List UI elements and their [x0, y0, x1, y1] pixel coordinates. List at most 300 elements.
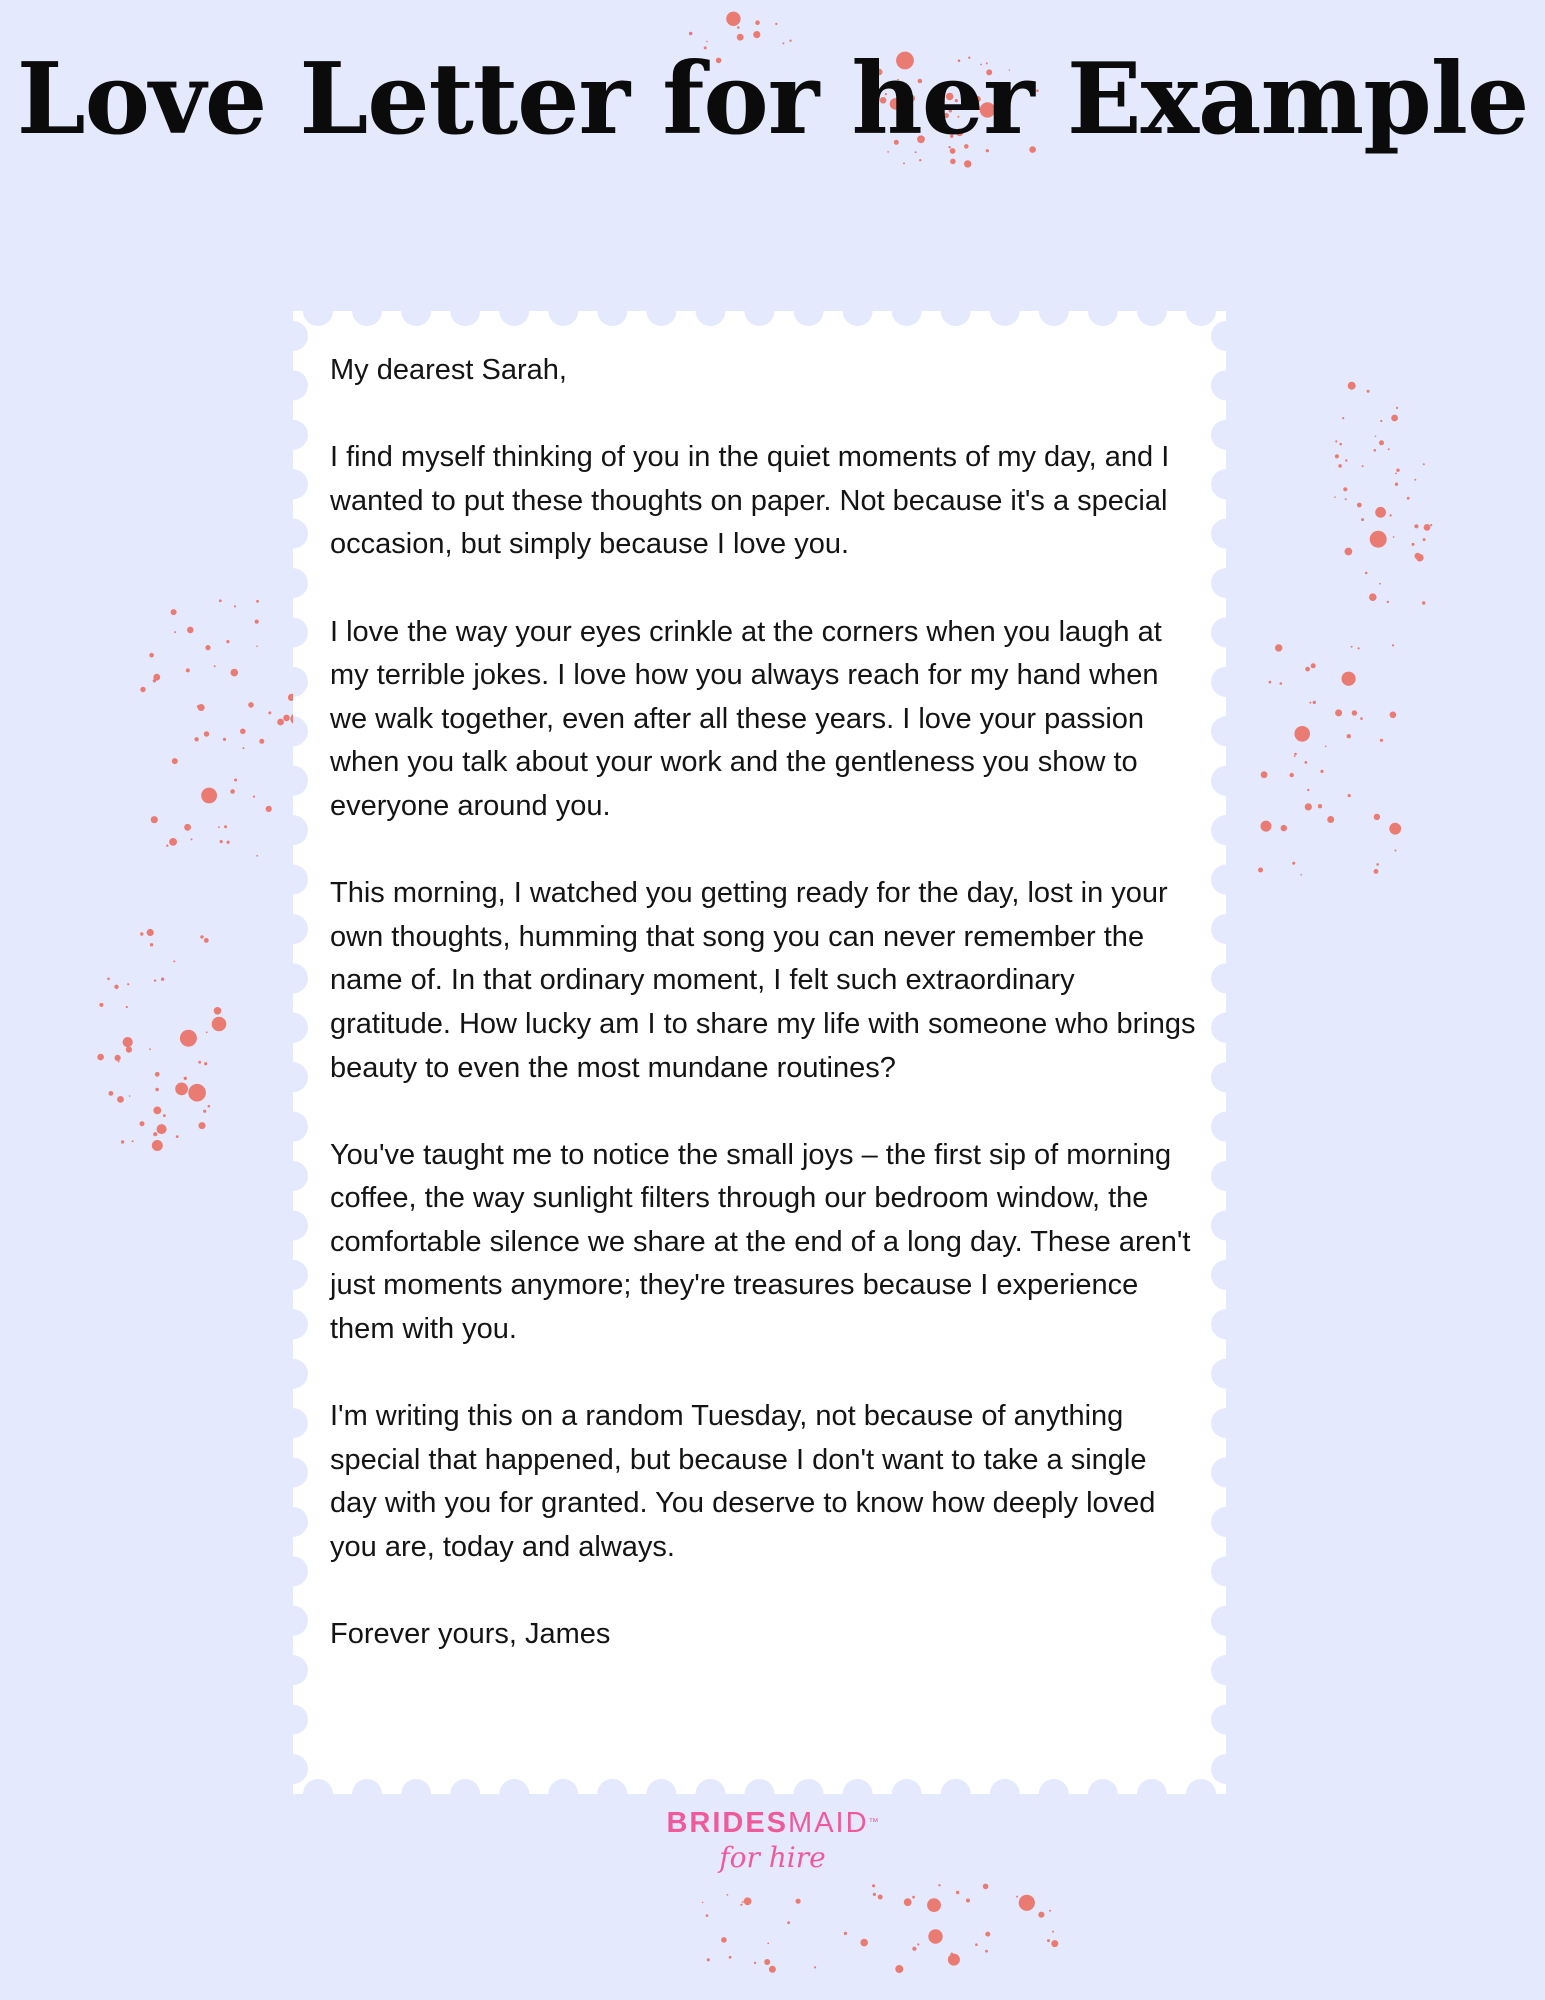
stamp-scallop — [293, 1359, 308, 1389]
stamp-scallop — [1211, 1013, 1226, 1043]
splatter-dot — [872, 1884, 875, 1887]
stamp-scallop — [1211, 963, 1226, 993]
splatter-dot — [1294, 753, 1297, 756]
letter-paragraph: I'm writing this on a random Tuesday, not because of anything special that happened, but because I don't want to take a single day with you for granted. You deserve to know how deeply loved you are, today and always. — [330, 1400, 1156, 1564]
splatter-dot — [256, 645, 258, 647]
splatter-dot — [912, 1896, 915, 1899]
splatter-dot — [118, 1061, 120, 1063]
stamp-scallop — [1088, 1779, 1118, 1794]
stamp-scallop — [293, 1062, 308, 1092]
splatter-dot — [199, 1122, 206, 1129]
splatter-dot — [198, 1061, 201, 1064]
splatter-dot — [204, 1062, 207, 1065]
brand-tagline: for hire — [719, 1841, 826, 1874]
stamp-scallop — [499, 311, 529, 326]
stamp-scallop — [1211, 1754, 1226, 1784]
splatter-dot — [1327, 816, 1334, 823]
splatter-dot — [1414, 524, 1418, 528]
splatter-dot — [1335, 440, 1337, 442]
splatter-dot — [1313, 701, 1316, 704]
stamp-scallop — [1211, 1556, 1226, 1586]
stamp-scallop — [1211, 420, 1226, 450]
stamp-scallop — [293, 568, 308, 598]
splatter-dot — [204, 731, 209, 736]
splatter-dot — [253, 796, 255, 798]
splatter-dot — [1390, 712, 1397, 719]
splatter-dot — [259, 739, 264, 744]
stamp-scallop — [1211, 766, 1226, 796]
splatter-dot — [1352, 710, 1357, 715]
stamp-scallop — [548, 1779, 578, 1794]
splatter-dot — [1307, 789, 1309, 791]
splatter-dot — [1348, 382, 1356, 390]
splatter-dot — [169, 838, 177, 846]
splatter-dot — [1320, 770, 1323, 773]
letter-paragraph: I find myself thinking of you in the quiet moments of my day, and I wanted to put these thoughts on paper. Not because it's a special occasion, but simply because I love you. — [330, 441, 1170, 561]
splatter-dot — [154, 979, 156, 981]
splatter-dot — [1361, 518, 1364, 521]
splatter-dot — [126, 1006, 128, 1008]
splatter-dot — [140, 932, 143, 935]
stamp-scallop — [1211, 1705, 1226, 1735]
splatter-dot — [814, 1966, 816, 1968]
splatter-dot — [1423, 463, 1425, 465]
stamp-scallop — [293, 766, 308, 796]
splatter-dot — [985, 1950, 988, 1953]
splatter-dot — [1395, 850, 1397, 852]
splatter-dot — [176, 1135, 179, 1138]
splatter-dot — [1391, 415, 1398, 422]
splatter-dot — [1280, 682, 1283, 685]
splatter-dot — [927, 1898, 941, 1912]
splatter-dot — [707, 1958, 710, 1961]
splatter-dot — [1424, 524, 1431, 531]
stamp-scallop — [597, 1779, 627, 1794]
splatter-dot — [1376, 863, 1379, 866]
stamp-scallop — [352, 1779, 382, 1794]
splatter-dot — [184, 824, 191, 831]
splatter-dot — [726, 12, 740, 26]
splatter-dot — [1358, 647, 1360, 649]
splatter-dot — [161, 978, 164, 981]
splatter-dot — [132, 1140, 134, 1142]
page-title: Love Letter for her Example — [16, 42, 1529, 157]
splatter-dot — [1412, 543, 1415, 546]
stamp-scallop — [1211, 568, 1226, 598]
stamp-scallop — [941, 311, 971, 326]
splatter-dot — [727, 1894, 729, 1896]
stamp-scallop — [293, 716, 308, 746]
splatter-dot — [1423, 538, 1426, 541]
splatter-dot — [1379, 440, 1384, 445]
splatter-dot — [1375, 507, 1386, 518]
splatter-dot — [234, 779, 237, 782]
splatter-dot — [796, 1899, 801, 1904]
splatter-dot — [152, 1140, 163, 1151]
splatter-dot — [173, 960, 175, 962]
splatter-dot — [1396, 407, 1398, 409]
splatter-dot — [188, 1084, 206, 1102]
splatter-dot — [1362, 465, 1364, 467]
stamp-scallop — [293, 1408, 308, 1438]
splatter-dot — [755, 20, 760, 25]
stamp-scallop — [293, 1458, 308, 1488]
splatter-dot — [1281, 825, 1287, 831]
splatter-dot — [1338, 464, 1342, 468]
splatter-dot — [956, 1891, 959, 1894]
splatter-dot — [140, 687, 145, 692]
splatter-dot — [787, 1921, 790, 1924]
splatter-dot — [149, 1048, 151, 1050]
stamp-scallop — [1211, 469, 1226, 499]
stamp-scallop — [646, 311, 676, 326]
splatter-dot — [1392, 644, 1394, 646]
stamp-scallop — [990, 1779, 1020, 1794]
splatter-dot — [201, 788, 217, 804]
splatter-dot — [1395, 483, 1398, 486]
splatter-dot — [219, 599, 222, 602]
splatter-dot — [153, 1132, 157, 1136]
splatter-dot — [1367, 390, 1370, 393]
stamp-scallop — [1211, 1507, 1226, 1537]
splatter-dot — [283, 715, 290, 722]
splatter-dot — [1038, 1912, 1044, 1918]
stamp-scallop — [401, 311, 431, 326]
splatter-dot — [1357, 503, 1362, 508]
stamp-scallop — [745, 1779, 775, 1794]
stamp-scallop — [794, 311, 824, 326]
stamp-scallop — [1186, 311, 1216, 326]
splatter-dot — [194, 737, 198, 741]
stamp-scallop — [597, 311, 627, 326]
stamp-scallop — [1211, 617, 1226, 647]
splatter-dot — [208, 1105, 211, 1108]
splatter-dot — [1300, 874, 1302, 876]
splatter-dot — [155, 1088, 159, 1092]
stamp-scallop — [1211, 1161, 1226, 1191]
splatter-dot — [220, 840, 223, 843]
splatter-dot — [1019, 1895, 1035, 1911]
letter-greeting: My dearest Sarah, — [330, 354, 567, 386]
stamp-scallop — [1211, 321, 1226, 351]
splatter-dot — [1430, 524, 1432, 526]
stamp-scallop — [1137, 1779, 1167, 1794]
splatter-dot — [844, 1932, 847, 1935]
stamp-scallop — [293, 1161, 308, 1191]
letter-signoff: Forever yours, James — [330, 1618, 611, 1651]
splatter-dot — [1294, 755, 1296, 757]
splatter-dot — [767, 1943, 769, 1945]
splatter-dot — [234, 605, 236, 607]
stamp-scallop — [548, 311, 578, 326]
splatter-dot — [917, 1943, 919, 1945]
splatter-dot — [204, 938, 209, 943]
splatter-dot — [1348, 794, 1351, 797]
stamp-scallop — [941, 1779, 971, 1794]
stamp-scallop — [1211, 1359, 1226, 1389]
stamp-scallop — [695, 311, 725, 326]
stamp-scallop — [1211, 1062, 1226, 1092]
splatter-dot — [129, 1095, 131, 1097]
splatter-dot — [1334, 496, 1336, 498]
stamp-scallop — [293, 519, 308, 549]
stamp-scallop — [293, 1507, 308, 1537]
splatter-dot — [248, 702, 254, 708]
stamp-scallop — [293, 865, 308, 895]
splatter-dot — [163, 1114, 166, 1117]
splatter-dot — [721, 1937, 727, 1943]
splatter-dot — [123, 1037, 133, 1047]
splatter-dot — [912, 1947, 916, 1951]
splatter-dot — [1388, 448, 1390, 450]
splatter-dot — [1311, 663, 1316, 668]
stamp-scallop — [293, 617, 308, 647]
splatter-dot — [1407, 497, 1410, 500]
splatter-dot — [1049, 1910, 1051, 1912]
stamp-scallop — [1211, 370, 1226, 400]
stamp-scallop — [293, 1606, 308, 1636]
splatter-dot — [1305, 761, 1308, 764]
stamp-scallop — [293, 1309, 308, 1339]
splatter-dot — [860, 1939, 868, 1947]
splatter-dot — [172, 758, 178, 764]
splatter-dot — [1387, 601, 1389, 603]
splatter-dot — [99, 1003, 103, 1007]
stamp-scallop — [293, 1655, 308, 1685]
splatter-dot — [764, 1959, 770, 1965]
splatter-dot — [153, 1107, 161, 1115]
stamp-scallop — [303, 1779, 333, 1794]
splatter-dot — [938, 1884, 940, 1886]
splatter-dot — [769, 1966, 776, 1973]
letter-paragraph: I love the way your eyes crinkle at the corners when you laugh at my terrible jokes. I love how you always reach for my hand when we walk together, even after all these years. I love your passion when you talk about your work and the gentleness you show to everyone around you. — [330, 615, 1162, 822]
splatter-dot — [1261, 771, 1268, 778]
splatter-dot — [1325, 746, 1327, 748]
splatter-dot — [206, 1031, 208, 1033]
splatter-dot — [740, 1904, 742, 1906]
splatter-dot — [737, 26, 740, 29]
splatter-dot — [729, 1956, 732, 1959]
stamp-scallop — [1211, 1112, 1226, 1142]
splatter-dot — [775, 23, 777, 25]
stamp-scallop — [352, 311, 382, 326]
splatter-dot — [1290, 773, 1294, 777]
splatter-dot — [187, 627, 194, 634]
stamp-scallop — [745, 311, 775, 326]
splatter-dot — [1395, 473, 1397, 475]
splatter-dot — [277, 719, 284, 726]
splatter-dot — [127, 983, 129, 985]
splatter-dot — [1416, 554, 1424, 562]
splatter-dot — [266, 806, 272, 812]
stamp-scallop — [1211, 519, 1226, 549]
splatter-dot — [1393, 536, 1395, 538]
stamp-scallop — [293, 1754, 308, 1784]
splatter-dot — [1389, 823, 1401, 835]
stamp-scallop — [293, 1705, 308, 1735]
splatter-dot — [873, 1893, 876, 1896]
splatter-dot — [1369, 593, 1377, 601]
splatter-dot — [1374, 814, 1380, 820]
stamp-scallop — [499, 1779, 529, 1794]
splatter-dot — [1335, 454, 1339, 458]
stamp-scallop — [293, 963, 308, 993]
splatter-dot — [214, 1007, 222, 1015]
splatter-dot — [115, 1055, 121, 1061]
splatter-dot — [109, 1091, 114, 1096]
splatter-dot — [184, 1077, 187, 1080]
stamp-scallop — [293, 1556, 308, 1586]
splatter-dot — [226, 640, 229, 643]
splatter-dot — [171, 609, 177, 615]
splatter-dot — [140, 1121, 145, 1126]
splatter-dot — [1052, 1931, 1054, 1933]
splatter-dot — [151, 816, 158, 823]
splatter-dot — [1389, 514, 1391, 516]
splatter-dot — [1422, 601, 1425, 604]
splatter-dot — [966, 1899, 970, 1903]
splatter-dot — [1292, 862, 1295, 865]
splatter-dot — [1294, 726, 1310, 742]
splatter-dot — [114, 985, 118, 989]
splatter-dot — [904, 1898, 912, 1906]
splatter-dot — [205, 645, 210, 650]
stamp-scallop — [1211, 1260, 1226, 1290]
stamp-scallop — [1211, 865, 1226, 895]
stamp-scallop — [1088, 311, 1118, 326]
splatter-dot — [1345, 548, 1353, 556]
stamp-scallop — [293, 321, 308, 351]
splatter-dot — [243, 747, 245, 749]
splatter-dot — [147, 929, 154, 936]
splatter-dot — [950, 1957, 952, 1959]
splatter-dot — [256, 855, 258, 857]
stamp-scallop — [794, 1779, 824, 1794]
splatter-dot — [1414, 479, 1416, 481]
splatter-dot — [1305, 803, 1312, 810]
stamp-scallop — [695, 1779, 725, 1794]
stamp-scallop — [1211, 914, 1226, 944]
splatter-dot — [951, 1953, 954, 1956]
splatter-dot — [203, 1110, 206, 1113]
stamp-scallop — [293, 667, 308, 697]
splatter-dot — [1309, 702, 1311, 704]
splatter-dot — [702, 1902, 704, 1904]
stamp-scallop — [293, 914, 308, 944]
stamp-scallop — [843, 1779, 873, 1794]
splatter-dot — [223, 738, 226, 741]
splatter-dot — [230, 789, 235, 794]
splatter-dot — [1275, 644, 1282, 651]
splatter-dot — [175, 1083, 188, 1096]
splatter-dot — [107, 978, 110, 981]
splatter-dot — [975, 1943, 978, 1946]
stamp-scallop — [1211, 1408, 1226, 1438]
stamp-scallop — [1211, 1606, 1226, 1636]
brand-logo — [0, 1806, 1545, 1874]
splatter-dot — [1360, 717, 1363, 720]
stamp-scallop — [1211, 1458, 1226, 1488]
splatter-dot — [1261, 821, 1272, 832]
splatter-dot — [255, 620, 259, 624]
splatter-dot — [126, 1047, 132, 1053]
stamp-scallop — [646, 1779, 676, 1794]
splatter-dot — [218, 826, 220, 828]
stamp-scallop — [990, 311, 1020, 326]
stamp-scallop — [1039, 1779, 1069, 1794]
splatter-dot — [1305, 667, 1310, 672]
splatter-dot — [1351, 646, 1353, 648]
splatter-dot — [214, 665, 216, 667]
splatter-dot — [754, 1962, 756, 1964]
splatter-dot — [121, 1140, 124, 1143]
stamp-scallop — [293, 1260, 308, 1290]
stamp-scallop — [843, 311, 873, 326]
splatter-dot — [256, 600, 259, 603]
stamp-scallop — [1211, 1210, 1226, 1240]
splatter-dot — [895, 1965, 903, 1973]
splatter-dot — [231, 669, 239, 677]
stamp-scallop — [401, 1779, 431, 1794]
stamp-scallop — [303, 311, 333, 326]
splatter-dot — [948, 1954, 960, 1966]
splatter-dot — [1380, 420, 1382, 422]
splatter-dot — [186, 668, 190, 672]
splatter-dot — [1365, 572, 1368, 575]
splatter-dot — [1379, 583, 1381, 585]
splatter-dot — [1335, 709, 1342, 716]
splatter-dot — [197, 705, 200, 708]
splatter-dot — [1374, 869, 1379, 874]
stamp-scallop — [293, 1013, 308, 1043]
stamp-scallop — [293, 1112, 308, 1142]
splatter-dot — [1374, 449, 1377, 452]
stamp-scallop — [1211, 1309, 1226, 1339]
splatter-dot — [1258, 868, 1263, 873]
splatter-dot — [1342, 417, 1344, 419]
splatter-dot — [983, 1884, 989, 1890]
stamp-scallop — [293, 815, 308, 845]
splatter-dot — [1016, 1896, 1018, 1898]
stamp-scallop — [892, 311, 922, 326]
splatter-dot — [1269, 681, 1272, 684]
splatter-dot — [1051, 1940, 1058, 1947]
stamp-scallop — [1211, 815, 1226, 845]
splatter-dot — [928, 1929, 942, 1943]
stamp-scallop — [892, 1779, 922, 1794]
splatter-dot — [878, 1895, 883, 1900]
letter-paragraph: This morning, I watched you getting ready for the day, lost in your own thoughts, humming that song you can never remember the name of. In that ordinary moment, I felt such extraordinary gratitude. How lucky am I to share my life with someone who brings beauty to even the most mundane routines? — [330, 877, 1196, 1084]
splatter-dot — [1380, 739, 1383, 742]
splatter-dot — [212, 1017, 227, 1032]
stamp-scallop — [1137, 311, 1167, 326]
splatter-dot — [240, 729, 246, 735]
splatter-dot — [1396, 469, 1399, 472]
splatter-dot — [1347, 734, 1351, 738]
splatter-dot — [742, 1901, 744, 1903]
stamp-scallop — [293, 370, 308, 400]
splatter-dot — [150, 943, 153, 946]
splatter-dot — [1370, 531, 1387, 548]
splatter-dot — [1343, 487, 1347, 491]
stamp-scallop — [1186, 1779, 1216, 1794]
splatter-dot — [985, 1932, 990, 1937]
splatter-dot — [149, 653, 154, 658]
stamp-scallop — [293, 469, 308, 499]
splatter-dot — [706, 1914, 709, 1917]
splatter-dot — [268, 711, 271, 714]
splatter-dot — [97, 1054, 104, 1061]
